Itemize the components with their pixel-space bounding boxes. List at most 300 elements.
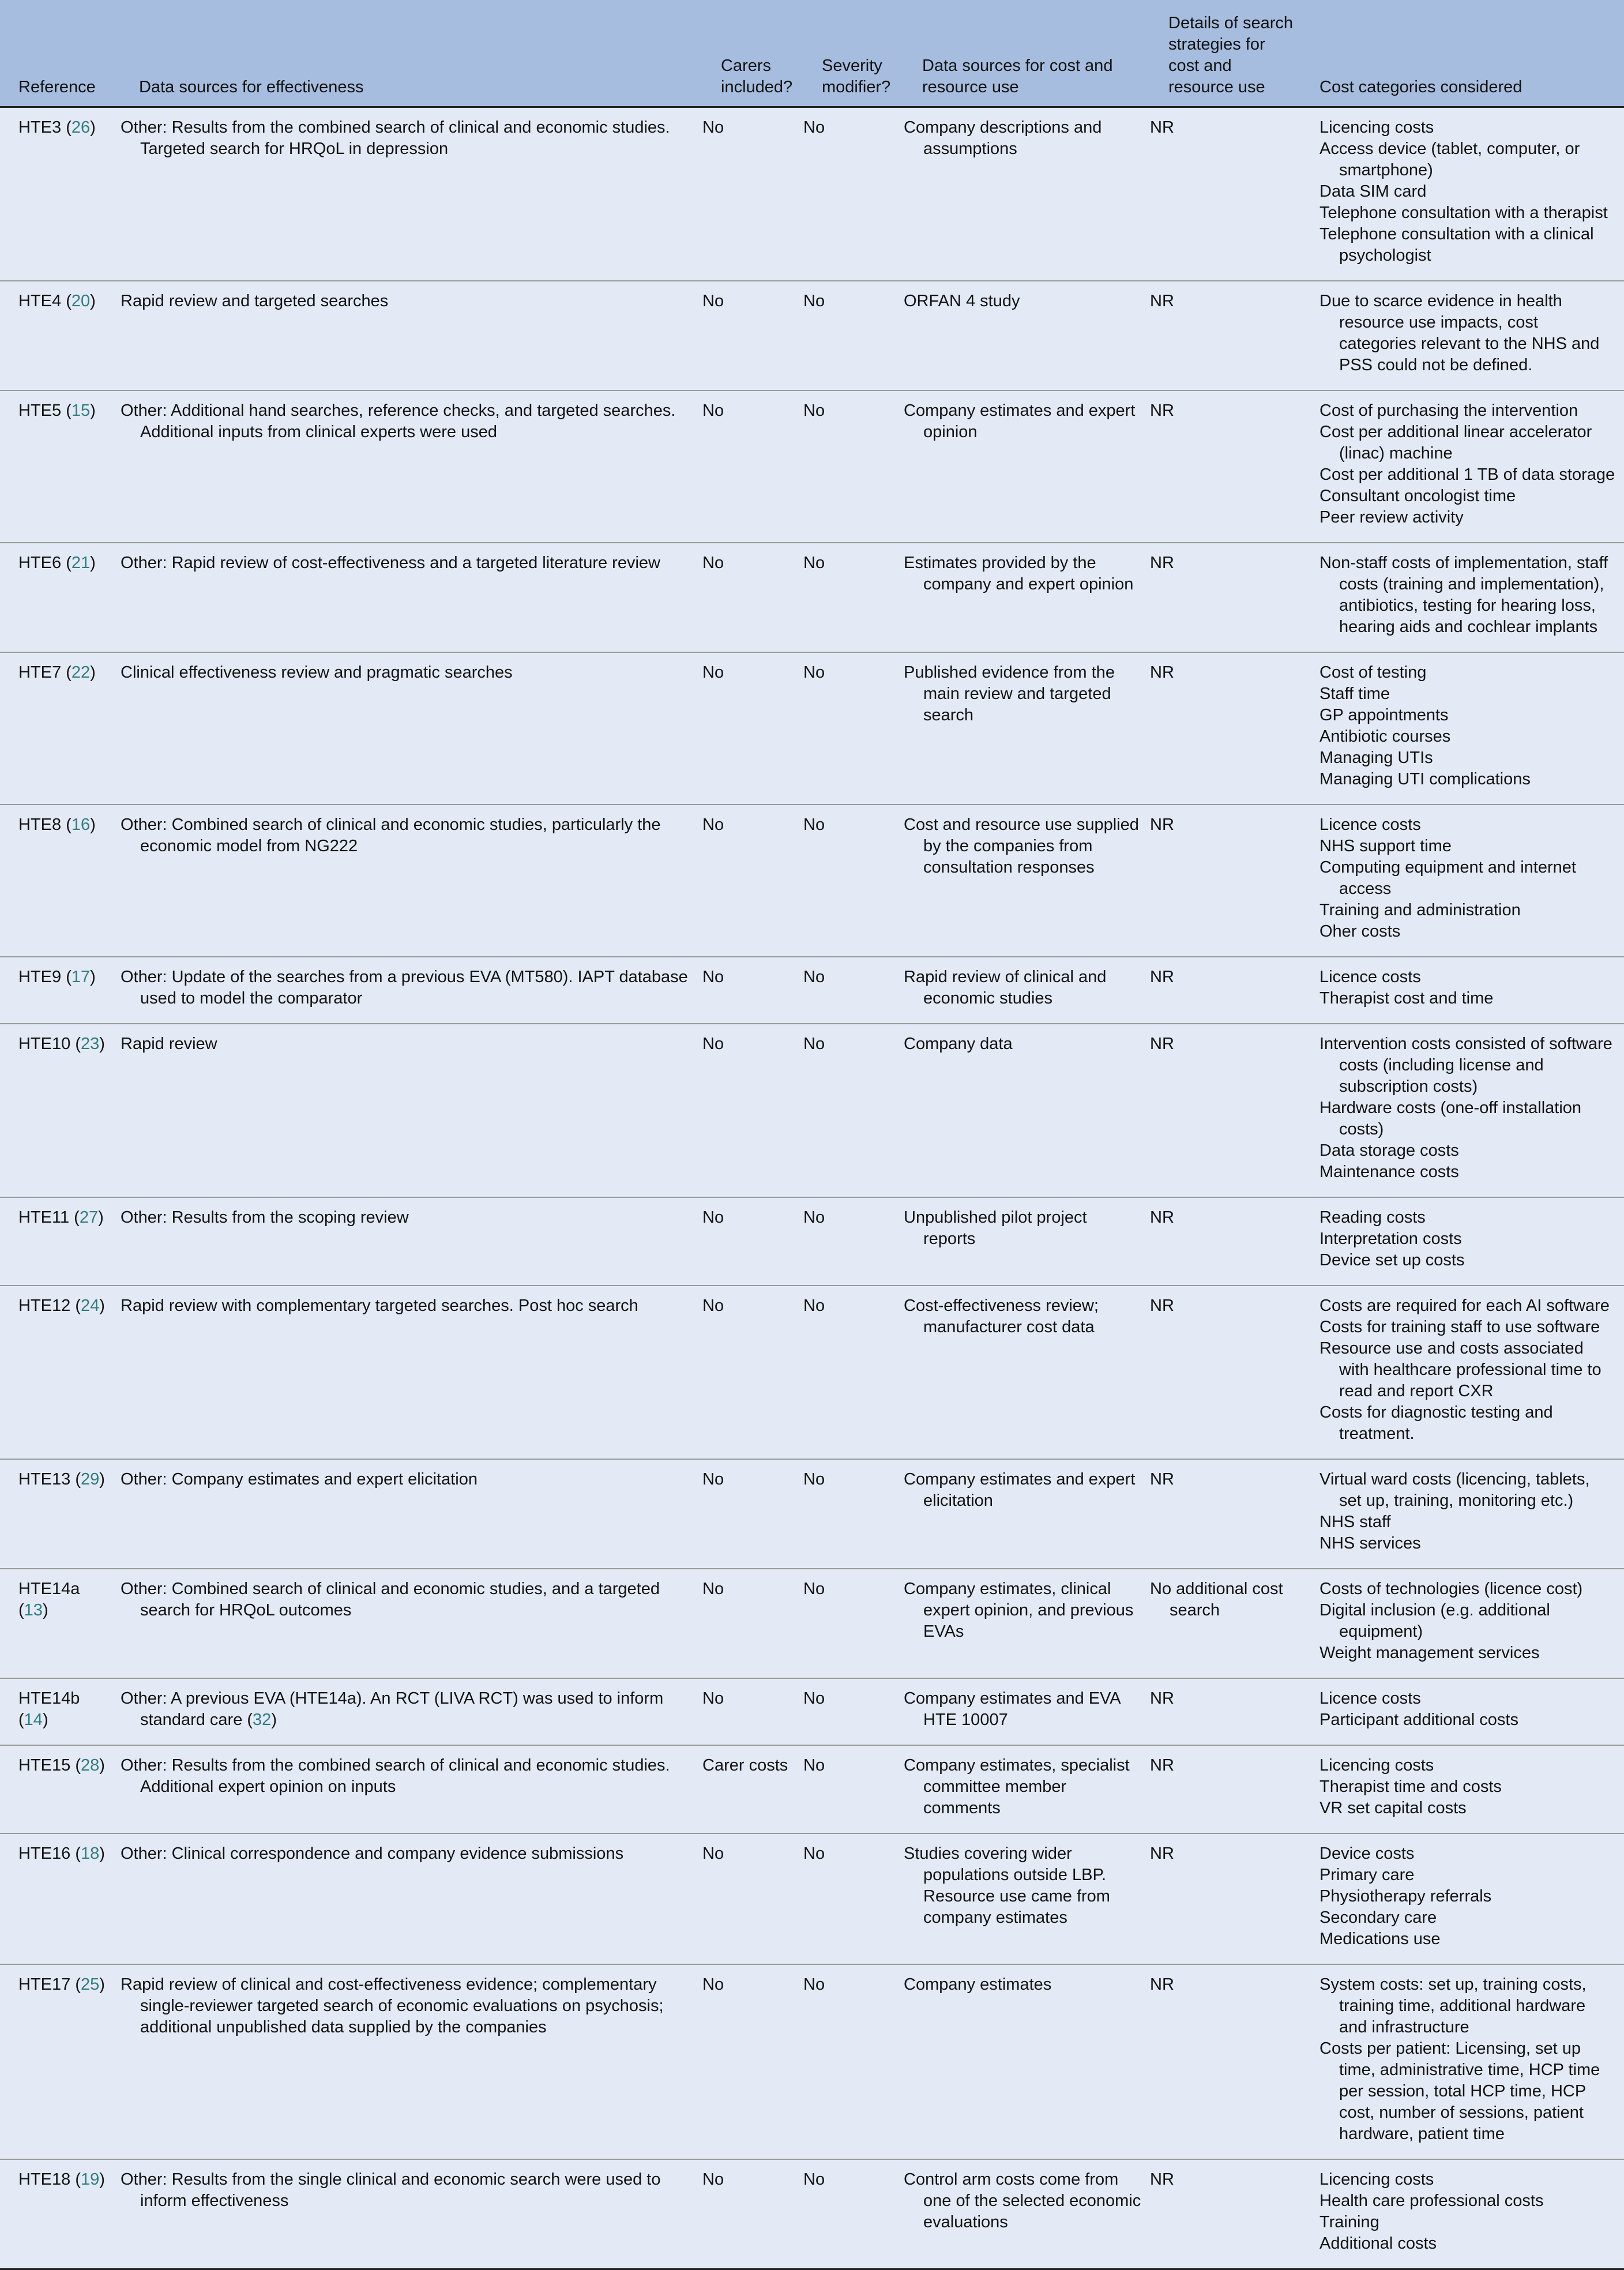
table-row [0,1459,1624,1569]
severity-value: No [803,1296,825,1315]
search-strategy-text: NR [1150,1296,1174,1315]
carers-cell [702,1197,803,1286]
cost-category-item: GP appointments [1320,706,1449,724]
table-row [0,2159,1624,2269]
cost-source-text: Cost and resource use supplied by the companies from consultation responses [904,815,1139,877]
reference-id: HTE9 [18,968,62,986]
carers-cell [702,1024,803,1197]
carers-value: No [702,815,724,834]
carers-cell [702,1569,803,1678]
citation-link: 21 [71,554,91,572]
reference-cell: HTE8 (16) [0,805,121,957]
severity-cell [803,543,904,652]
effectiveness-text: Rapid review and targeted searches [121,292,389,310]
cost-categories-cell [1301,652,1624,805]
carers-cell [702,390,803,543]
carers-value: Carer costs [702,1756,788,1775]
search-strategy-cell [1150,390,1301,543]
effectiveness-text: Other: Additional hand searches, reference checks, and targeted searches. Additional inputs from clinical experts were used [121,401,676,441]
column-header: Carers included? [702,0,803,107]
search-strategy-cell [1150,1964,1301,2159]
table-row [0,1745,1624,1833]
cost-category-item: Costs of technologies (licence cost) [1320,1580,1583,1598]
carers-value: No [702,2170,724,2189]
citation-link: 27 [79,1208,99,1227]
carers-cell [702,281,803,390]
severity-value: No [803,1975,825,1994]
severity-cell [803,1286,904,1459]
search-strategy-text: NR [1150,554,1174,572]
cost-category-item: Due to scarce evidence in health resource use impacts, cost categories relevant to the NHS and PSS could not be defined. [1320,292,1600,374]
cost-source-text: Estimates provided by the company and expert opinion [904,554,1134,593]
carers-cell [702,1678,803,1745]
table-body [0,107,1624,2269]
reference-id: HTE10 [18,1035,71,1053]
cost-category-item: Computing equipment and internet access [1320,858,1576,898]
citation-link: 24 [80,1296,100,1315]
cost-category-item: Licencing costs [1320,118,1434,137]
effectiveness-cell [121,281,702,390]
effectiveness-text: Other: Results from the scoping review [121,1208,409,1227]
cost-source-cell [904,107,1150,281]
citation-link: 13 [24,1601,43,1619]
cost-source-text: Company estimates and EVA HTE 10007 [904,1689,1121,1729]
cost-source-text: Company estimates, clinical expert opinion, and previous EVAs [904,1580,1134,1641]
severity-value: No [803,1208,825,1227]
reference-cell: HTE17 (25) [0,1964,121,2159]
cost-category-item: System costs: set up, training costs, training time, additional hardware and infrastructure [1320,1975,1587,2036]
search-strategy-cell [1150,957,1301,1024]
cost-category-item: Managing UTI complications [1320,770,1531,788]
table-row [0,805,1624,957]
carers-value: No [702,1208,724,1227]
cost-categories-cell [1301,1569,1624,1678]
cost-category-item: Secondary care [1320,1908,1437,1927]
cost-source-cell [904,1197,1150,1286]
effectiveness-text: Clinical effectiveness review and pragmatic searches [121,663,513,682]
effectiveness-text: Other: Rapid review of cost-effectiveness and a targeted literature review [121,554,660,572]
cost-category-item: Cost per additional 1 TB of data storage [1320,465,1615,484]
carers-value: No [702,1580,724,1598]
table-row [0,1569,1624,1678]
reference-id: HTE17 [18,1975,71,1994]
cost-source-cell [904,543,1150,652]
severity-cell [803,1197,904,1286]
effectiveness-cell [121,1745,702,1833]
severity-cell [803,957,904,1024]
citation-link: 22 [71,663,91,682]
cost-category-item: VR set capital costs [1320,1799,1467,1817]
search-strategy-text: NR [1150,815,1174,834]
cost-categories-cell [1301,805,1624,957]
severity-value: No [803,968,825,986]
cost-category-item: Device costs [1320,1844,1415,1863]
reference-cell: HTE9 (17) [0,957,121,1024]
citation-link: 16 [71,815,91,834]
carers-value: No [702,1470,724,1489]
reference-id: HTE8 [18,815,62,834]
cost-category-item: Data SIM card [1320,182,1427,201]
carers-cell [702,1286,803,1459]
cost-category-item: Participant additional costs [1320,1711,1518,1729]
search-strategy-cell [1150,2159,1301,2269]
cost-category-item: Weight management services [1320,1644,1540,1662]
carers-value: No [702,1296,724,1315]
search-strategy-cell [1150,1745,1301,1833]
citation-link: 26 [71,118,91,137]
column-header: Severity modifier? [803,0,904,107]
search-strategy-cell [1150,107,1301,281]
carers-value: No [702,1844,724,1863]
severity-value: No [803,554,825,572]
cost-category-item: Non-staff costs of implementation, staff costs (training and implementation), antibiotics, testing for hearing loss, hearing aids and cochlear implants [1320,554,1608,636]
effectiveness-text: Rapid review [121,1035,217,1053]
cost-category-item: Costs are required for each AI software [1320,1296,1610,1315]
citation-link: 28 [80,1756,100,1775]
reference-id: HTE14a [18,1580,80,1598]
search-strategy-cell [1150,1569,1301,1678]
cost-category-item: Medications use [1320,1930,1441,1948]
cost-category-item: Cost per additional linear accelerator (linac) machine [1320,423,1592,463]
column-header: Data sources for cost and resource use [904,0,1150,107]
search-strategy-text: No additional cost search [1150,1580,1283,1619]
cost-category-item: Licencing costs [1320,1756,1434,1775]
severity-value: No [803,292,825,310]
cost-category-item: Costs per patient: Licensing, set up time, administrative time, HCP time per session, total HCP time, HCP cost, number of sessions, patient hardware, patient time [1320,2039,1600,2143]
reference-id: HTE7 [18,663,62,682]
table-header [0,0,1624,107]
cost-categories-cell [1301,1197,1624,1286]
citation-link: 20 [71,292,91,310]
search-strategy-text: NR [1150,118,1174,137]
effectiveness-cell [121,1286,702,1459]
cost-category-item: Physiotherapy referrals [1320,1887,1492,1906]
severity-cell [803,1459,904,1569]
table-row [0,543,1624,652]
cost-category-item: Managing UTIs [1320,749,1433,767]
severity-value: No [803,1470,825,1489]
severity-cell [803,1964,904,2159]
cost-categories-cell [1301,1833,1624,1964]
cost-categories-cell [1301,1745,1624,1833]
search-strategy-text: NR [1150,1975,1174,1994]
carers-value: No [702,1035,724,1053]
table-row [0,1286,1624,1459]
cost-categories-cell [1301,1964,1624,2159]
cost-category-item: Therapist cost and time [1320,989,1494,1008]
search-strategy-text: NR [1150,1470,1174,1489]
cost-category-item: Data storage costs [1320,1141,1459,1160]
cost-category-item: NHS support time [1320,837,1452,855]
carers-value: No [702,401,724,420]
severity-cell [803,390,904,543]
severity-cell [803,652,904,805]
carers-cell [702,1964,803,2159]
cost-category-item: Cost of testing [1320,663,1427,682]
effectiveness-cell [121,652,702,805]
effectiveness-cell [121,1833,702,1964]
table-row [0,281,1624,390]
cost-source-cell [904,1678,1150,1745]
cost-categories-cell [1301,1459,1624,1569]
cost-category-item: Intervention costs consisted of software costs (including license and subscription costs) [1320,1035,1612,1096]
cost-source-text: Studies covering wider populations outside LBP. Resource use came from company estimates [904,1844,1110,1927]
cost-source-cell [904,1964,1150,2159]
search-strategy-text: NR [1150,1756,1174,1775]
reference-id: HTE5 [18,401,62,420]
search-strategy-cell [1150,652,1301,805]
severity-cell [803,1745,904,1833]
cost-category-item: Additional costs [1320,2234,1437,2253]
reference-id: HTE13 [18,1470,71,1489]
reference-id: HTE6 [18,554,62,572]
effectiveness-cell [121,1964,702,2159]
carers-cell [702,543,803,652]
cost-category-item: Telephone consultation with a therapist [1320,204,1608,222]
cost-categories-cell [1301,1286,1624,1459]
column-header: Reference [0,0,121,107]
column-header: Data sources for effectiveness [121,0,702,107]
severity-value: No [803,401,825,420]
search-strategy-text: NR [1150,401,1174,420]
carers-cell [702,1833,803,1964]
cost-category-item: Licence costs [1320,1689,1421,1708]
search-strategy-cell [1150,1833,1301,1964]
cost-source-text: Rapid review of clinical and economic studies [904,968,1107,1008]
severity-value: No [803,663,825,682]
effectiveness-text: Other: A previous EVA (HTE14a). An RCT (LIVA RCT) was used to inform standard care [121,1689,664,1729]
citation-link: 15 [71,401,91,420]
effectiveness-cell [121,390,702,543]
severity-cell [803,1024,904,1197]
cost-source-text: Unpublished pilot project reports [904,1208,1087,1248]
cost-source-cell [904,281,1150,390]
severity-cell [803,2159,904,2269]
effectiveness-cell: Other: A previous EVA (HTE14a). An RCT (LIVA RCT) was used to inform standard care (32) [121,1678,702,1745]
carers-cell [702,1745,803,1833]
search-strategy-cell [1150,1197,1301,1286]
cost-category-item: Antibiotic courses [1320,727,1451,746]
cost-category-item: Licence costs [1320,968,1421,986]
carers-value: No [702,663,724,682]
carers-cell [702,805,803,957]
reference-id: HTE14b [18,1689,80,1708]
cost-category-item: Device set up costs [1320,1251,1465,1269]
effectiveness-text: Other: Combined search of clinical and economic studies, particularly the economic model from NG222 [121,815,661,855]
cost-source-text: Published evidence from the main review and targeted search [904,663,1115,724]
carers-cell [702,957,803,1024]
cost-category-item: Primary care [1320,1866,1415,1884]
cost-category-item: Maintenance costs [1320,1163,1459,1181]
cost-category-item: Cost of purchasing the intervention [1320,401,1578,420]
column-header: Cost categories considered [1301,0,1624,107]
cost-source-text: Control arm costs come from one of the selected economic evaluations [904,2170,1141,2231]
cost-category-item: Access device (tablet, computer, or smartphone) [1320,140,1580,179]
effectiveness-text: Rapid review of clinical and cost-effectiveness evidence; complementary single-reviewer targeted search of economic evaluations on psychosis; additional unpublished data supplied by the companies [121,1975,664,2036]
cost-source-text: Company estimates [904,1975,1052,1994]
citation-link: 32 [253,1711,272,1729]
search-strategy-cell [1150,1678,1301,1745]
table-row [0,1833,1624,1964]
effectiveness-text: Other: Company estimates and expert elicitation [121,1470,478,1489]
cost-category-item: Peer review activity [1320,508,1464,527]
effectiveness-cell [121,543,702,652]
reference-cell: HTE5 (15) [0,390,121,543]
carers-value: No [702,554,724,572]
cost-source-cell [904,1569,1150,1678]
carers-value: No [702,118,724,137]
cost-category-item: NHS services [1320,1534,1421,1553]
severity-cell [803,1678,904,1745]
cost-source-text: Cost-effectiveness review; manufacturer cost data [904,1296,1099,1336]
cost-source-cell [904,1024,1150,1197]
search-strategy-text: NR [1150,292,1174,310]
search-strategy-text: NR [1150,663,1174,682]
search-strategy-cell [1150,805,1301,957]
cost-category-item: Training [1320,2213,1379,2231]
reference-cell: HTE10 (23) [0,1024,121,1197]
severity-value: No [803,118,825,137]
search-strategy-text: NR [1150,2170,1174,2189]
reference-cell: HTE16 (18) [0,1833,121,1964]
reference-cell: HTE4 (20) [0,281,121,390]
reference-cell: HTE11 (27) [0,1197,121,1286]
cost-category-item: Digital inclusion (e.g. additional equipment) [1320,1601,1550,1641]
severity-cell [803,107,904,281]
reference-id: HTE12 [18,1296,71,1315]
carers-value: No [702,968,724,986]
effectiveness-cell [121,957,702,1024]
cost-category-item: Interpretation costs [1320,1230,1462,1248]
cost-source-text: Company data [904,1035,1013,1053]
cost-source-text: Company estimates, specialist committee member comments [904,1756,1130,1817]
cost-category-item: NHS staff [1320,1513,1391,1531]
reference-cell: HTE6 (21) [0,543,121,652]
reference-cell: HTE13 (29) [0,1459,121,1569]
cost-source-cell [904,957,1150,1024]
effectiveness-text: Other: Results from the combined search of clinical and economic studies. Targeted search for HRQoL in depression [121,118,670,158]
reference-cell: HTE12 (24) [0,1286,121,1459]
cost-source-cell [904,390,1150,543]
cost-categories-cell [1301,390,1624,543]
citation-link: 19 [80,2170,100,2189]
reference-cell: HTE18 (19) [0,2159,121,2269]
effectiveness-text: Other: Clinical correspondence and company evidence submissions [121,1844,624,1863]
effectiveness-cell [121,1024,702,1197]
cost-category-item: Costs for diagnostic testing and treatment. [1320,1403,1553,1443]
carers-cell [702,652,803,805]
cost-categories-cell [1301,1024,1624,1197]
cost-categories-cell [1301,957,1624,1024]
effectiveness-text: Other: Combined search of clinical and economic studies, and a targeted search for HRQoL outcomes [121,1580,660,1619]
cost-source-cell [904,1833,1150,1964]
table-row [0,390,1624,543]
carers-value: No [702,292,724,310]
reference-cell: HTE7 (22) [0,652,121,805]
carers-cell [702,107,803,281]
header-row [0,0,1624,107]
cost-category-item: Reading costs [1320,1208,1426,1227]
cost-source-cell [904,1286,1150,1459]
citation-link: 18 [80,1844,100,1863]
cost-source-text: ORFAN 4 study [904,292,1020,310]
effectiveness-cell [121,2159,702,2269]
severity-cell [803,281,904,390]
search-strategy-cell [1150,543,1301,652]
cost-category-item: Oher costs [1320,922,1401,941]
severity-cell [803,1833,904,1964]
cost-source-text: Company estimates and expert opinion [904,401,1136,441]
citation-link: 25 [80,1975,100,1994]
cost-category-item: Hardware costs (one-off installation costs) [1320,1099,1582,1138]
table-row [0,957,1624,1024]
effectiveness-text: Other: Update of the searches from a previous EVA (MT580). IAPT database used to model the comparator [121,968,688,1008]
cost-categories-cell [1301,2159,1624,2269]
search-strategy-text: NR [1150,1035,1174,1053]
effectiveness-cell [121,1197,702,1286]
reference-cell: HTE14b (14) [0,1678,121,1745]
severity-value: No [803,1844,825,1863]
cost-source-text: Company descriptions and assumptions [904,118,1102,158]
cost-category-item: Licencing costs [1320,2170,1434,2189]
citation-link: 29 [80,1470,100,1489]
cost-category-item: Virtual ward costs (licencing, tablets, set up, training, monitoring etc.) [1320,1470,1590,1510]
reference-id: HTE11 [18,1208,70,1227]
search-strategy-cell [1150,1286,1301,1459]
severity-value: No [803,1035,825,1053]
cost-category-item: Health care professional costs [1320,2192,1544,2210]
cost-category-item: Training and administration [1320,901,1521,919]
citation-link: 23 [80,1035,100,1053]
cost-category-item: Consultant oncologist time [1320,487,1516,505]
effectiveness-cell [121,805,702,957]
search-strategy-text: NR [1150,968,1174,986]
cost-category-item: Telephone consultation with a clinical psychologist [1320,225,1594,265]
reference-id: HTE15 [18,1756,71,1775]
reference-id: HTE3 [18,118,62,137]
table-row [0,1964,1624,2159]
carers-cell [702,2159,803,2269]
search-strategy-cell [1150,1459,1301,1569]
table-row [0,107,1624,281]
severity-value: No [803,815,825,834]
search-strategy-text: NR [1150,1689,1174,1708]
cost-source-cell [904,805,1150,957]
cost-category-item: Resource use and costs associated with healthcare professional time to read and report CXR [1320,1339,1602,1400]
cost-category-item: Staff time [1320,685,1390,703]
table-row [0,652,1624,805]
severity-cell [803,1569,904,1678]
cost-source-text: Company estimates and expert elicitation [904,1470,1136,1510]
effectiveness-text: Other: Results from the combined search of clinical and economic studies. Additional expert opinion on inputs [121,1756,670,1796]
severity-value: No [803,2170,825,2189]
reference-id: HTE4 [18,292,62,310]
cost-categories-cell [1301,543,1624,652]
reference-cell: HTE15 (28) [0,1745,121,1833]
cost-categories-cell [1301,1678,1624,1745]
severity-cell [803,805,904,957]
column-header: Details of search strategies for cost and resource use [1150,0,1301,107]
cost-source-cell [904,652,1150,805]
carers-value: No [702,1689,724,1708]
effectiveness-cell [121,1459,702,1569]
cost-category-item: Costs for training staff to use software [1320,1318,1600,1336]
severity-value: No [803,1580,825,1598]
effectiveness-cell [121,107,702,281]
effectiveness-text: Other: Results from the single clinical and economic search were used to inform effectiveness [121,2170,661,2210]
cost-source-cell [904,1745,1150,1833]
table-row [0,1024,1624,1197]
